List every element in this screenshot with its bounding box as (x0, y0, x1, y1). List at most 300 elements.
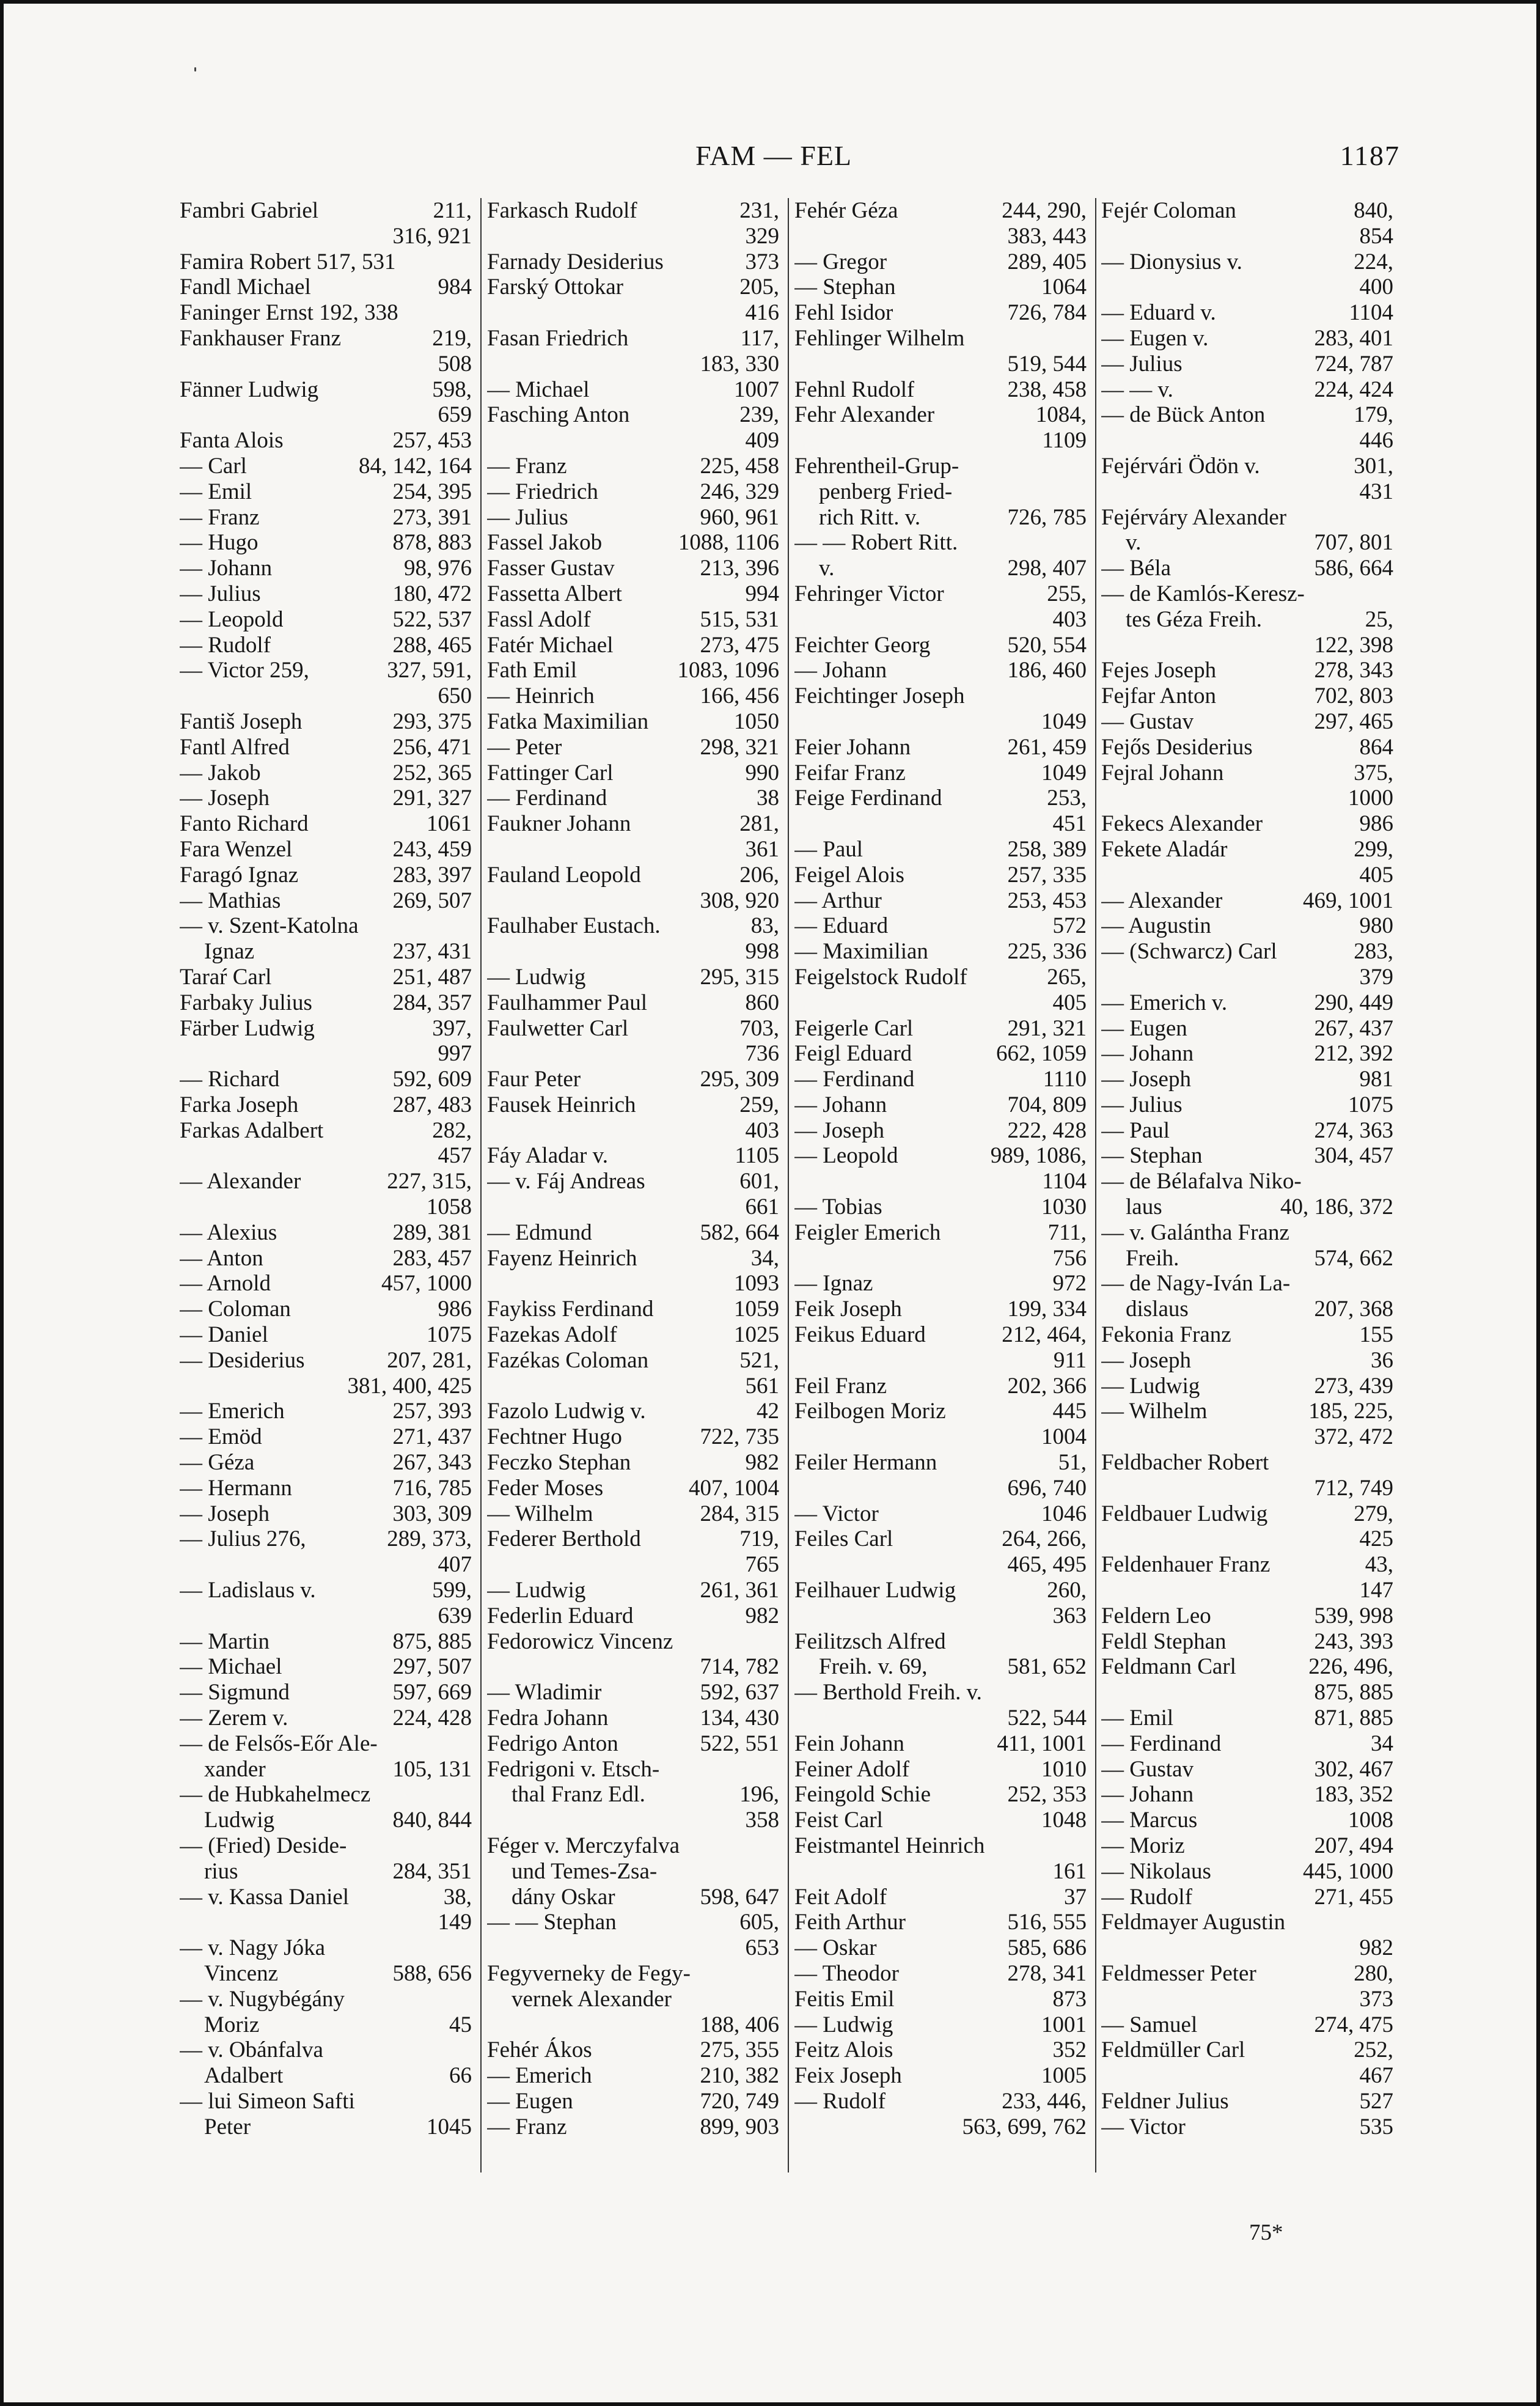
index-entry-line (487, 1348, 779, 1374)
index-entry-line (794, 990, 1087, 1016)
index-entry-line (794, 300, 1087, 326)
index-entry-line (1101, 2063, 1393, 2089)
entry-name: — v. Fáj Andreas (487, 1169, 645, 1194)
entry-name: Fazolo Ludwig v. (487, 1399, 646, 1424)
entry-page-refs: 403 (1052, 606, 1087, 632)
entry-page-refs: 1010 (1041, 1756, 1087, 1782)
index-entry-line (487, 863, 779, 888)
entry-page-refs: 599, (432, 1578, 472, 1603)
entry-name: Fehlinger Wilhelm (794, 325, 965, 351)
entry-name: Famira Robert 517, 531 (180, 249, 396, 274)
entry-name: — Friedrich (487, 479, 598, 504)
index-entry-line (1101, 1374, 1393, 1399)
entry-name: Fattinger Carl (487, 760, 614, 785)
entry-page-refs: 42 (757, 1399, 779, 1424)
entry-page-refs: 283, 397 (392, 862, 472, 888)
index-entry-line (1101, 1987, 1393, 2012)
entry-page-refs: 1008 (1348, 1808, 1393, 1833)
index-entry-line (794, 683, 1087, 709)
entry-name: laus (1126, 1194, 1162, 1220)
index-entry-line (180, 1220, 472, 1246)
index-entry-line (180, 581, 472, 607)
entry-page-refs: 278, 343 (1314, 658, 1393, 683)
entry-name: Feik Joseph (794, 1297, 902, 1322)
entry-name: — Arthur (794, 888, 882, 913)
entry-name: Feit Adolf (794, 1884, 887, 1910)
entry-page-refs: 98, 976 (404, 556, 472, 581)
entry-page-refs: 598, 647 (700, 1884, 779, 1910)
entry-name: Fejős Desiderius (1101, 734, 1253, 760)
index-entry-line (180, 1450, 472, 1476)
entry-page-refs: 696, 740 (1007, 1475, 1087, 1501)
entry-page-refs: 224, 428 (392, 1705, 472, 1731)
index-entry-line (487, 1629, 779, 1655)
index-entry-line (487, 1374, 779, 1399)
entry-page-refs: 282, (432, 1117, 472, 1143)
index-entry-line (1101, 1552, 1393, 1578)
entry-page-refs: 283, 401 (1314, 325, 1393, 351)
entry-page-refs: 765 (745, 1552, 779, 1578)
entry-page-refs: 205, (739, 274, 779, 300)
entry-name: — Leopold (794, 1143, 898, 1169)
entry-page-refs: 244, 290, (1002, 198, 1087, 223)
index-entry-line (794, 1859, 1087, 1885)
entry-page-refs: 259, (739, 1092, 779, 1117)
index-entry-line (487, 300, 779, 326)
entry-page-refs: 981 (1359, 1067, 1393, 1092)
entry-name: Feldner Julius (1101, 2088, 1229, 2114)
index-entry-line (180, 2063, 472, 2089)
index-entry-line (1101, 351, 1393, 377)
entry-page-refs: 299, (1354, 836, 1393, 862)
index-entry-line (1101, 198, 1393, 224)
index-entry-line (180, 556, 472, 581)
entry-name: Fejral Johann (1101, 760, 1224, 785)
index-entry-line (1101, 607, 1393, 633)
entry-page-refs: 1004 (1041, 1424, 1087, 1450)
index-entry-line (487, 1476, 779, 1501)
entry-page-refs: 252, 353 (1007, 1782, 1087, 1808)
entry-name: Fath Emil (487, 658, 577, 683)
entry-name: — — v. (1101, 377, 1173, 402)
index-entry-line (1101, 1348, 1393, 1374)
entry-page-refs: 38 (757, 785, 779, 811)
entry-name: Feldbacher Robert (1101, 1450, 1269, 1476)
entry-page-refs: 287, 483 (392, 1092, 472, 1117)
index-entry-line (1101, 1246, 1393, 1271)
index-entry-line (180, 1808, 472, 1833)
index-entry-line (487, 1016, 779, 1042)
entry-name: — Ferdinand (487, 785, 607, 811)
index-entry-line (1101, 530, 1393, 556)
entry-name: — Gregor (794, 249, 887, 274)
entry-page-refs: 515, 531 (700, 606, 779, 632)
entry-name: — Ladislaus v. (180, 1578, 316, 1603)
index-entry-line (1101, 300, 1393, 326)
entry-page-refs: 405 (1052, 990, 1087, 1015)
index-entry-line (794, 1476, 1087, 1501)
entry-name: Fantiš Joseph (180, 708, 302, 734)
entry-name: — Franz (487, 2114, 567, 2139)
entry-page-refs: 986 (438, 1297, 472, 1322)
entry-page-refs: 265, (1047, 964, 1087, 990)
index-entry-line (1101, 760, 1393, 786)
entry-page-refs: 726, 784 (1007, 300, 1087, 326)
index-entry-line (180, 1961, 472, 1987)
entry-name: — Theodor (794, 1960, 899, 1986)
entry-page-refs: 281, (739, 811, 779, 837)
entry-page-refs: 261, 361 (700, 1578, 779, 1603)
entry-name: — v. Nugybégány (180, 1986, 345, 2012)
entry-page-refs: 586, 664 (1314, 556, 1393, 581)
entry-name: Fehér Géza (794, 198, 898, 223)
index-entry-line (1101, 658, 1393, 683)
index-entry-line (180, 811, 472, 837)
index-entry-line (794, 1399, 1087, 1424)
entry-page-refs: 226, 496, (1308, 1654, 1393, 1680)
entry-page-refs: 582, 664 (700, 1220, 779, 1245)
entry-name: — Béla (1101, 556, 1172, 581)
index-entry-line (180, 300, 472, 326)
entry-page-refs: 225, 336 (1007, 939, 1087, 965)
entry-name: — Géza (180, 1450, 255, 1476)
entry-page-refs: 289, 373, (387, 1526, 472, 1552)
entry-page-refs: 84, 142, 164 (359, 453, 472, 479)
entry-name: Federer Berthold (487, 1526, 641, 1552)
entry-name: — Edmund (487, 1220, 592, 1245)
index-entry-line (794, 1526, 1087, 1552)
index-column-4 (1101, 198, 1393, 2172)
entry-page-refs: 871, 885 (1314, 1705, 1393, 1731)
index-entry-line (487, 274, 779, 300)
index-entry-line (1101, 1705, 1393, 1731)
index-entry-line (1101, 428, 1393, 454)
index-entry-line (794, 1833, 1087, 1859)
entry-page-refs: 252, (1354, 2037, 1393, 2063)
entry-name: — Tobias (794, 1194, 882, 1220)
entry-page-refs: 720, 749 (700, 2088, 779, 2114)
entry-page-refs: 34 (1371, 1731, 1393, 1756)
entry-page-refs: 280, (1354, 1960, 1393, 1986)
entry-page-refs: 207, 281, (387, 1347, 472, 1373)
entry-name: — Alexander (1101, 888, 1223, 913)
entry-page-refs: 134, 430 (700, 1705, 779, 1731)
entry-name: Faulhaber Eustach. (487, 913, 661, 939)
index-entry-line (487, 1424, 779, 1450)
entry-name: Feigelstock Rudolf (794, 964, 967, 990)
index-entry-line (487, 760, 779, 786)
index-entry-line (794, 913, 1087, 939)
index-entry-line (180, 683, 472, 709)
entry-name: Feilhauer Ludwig (794, 1578, 956, 1603)
index-entry-line (794, 530, 1087, 556)
index-entry-line (180, 1501, 472, 1527)
entry-page-refs: 662, 1059 (996, 1041, 1087, 1067)
entry-name: Feistmantel Heinrich (794, 1833, 985, 1858)
entry-page-refs: 1050 (734, 708, 779, 734)
entry-page-refs: 383, 443 (1007, 223, 1087, 249)
entry-page-refs: 994 (745, 581, 779, 606)
entry-name: — Martin (180, 1628, 270, 1654)
index-entry-line (794, 1348, 1087, 1374)
index-entry-line (794, 785, 1087, 811)
entry-name: Féger v. Merczyfalva (487, 1833, 680, 1858)
index-entry-line (180, 1348, 472, 1374)
index-entry-line (487, 837, 779, 863)
entry-page-refs: 873 (1052, 1986, 1087, 2012)
entry-page-refs: 1110 (1043, 1067, 1087, 1092)
entry-page-refs: 539, 998 (1314, 1603, 1393, 1628)
entry-page-refs: 237, 431 (392, 939, 472, 965)
entry-page-refs: 147 (1359, 1578, 1393, 1603)
entry-page-refs: 256, 471 (392, 734, 472, 760)
entry-name: — Franz (487, 453, 567, 479)
entry-name: — (Schwarcz) Carl (1101, 939, 1277, 965)
entry-page-refs: 304, 457 (1314, 1143, 1393, 1169)
index-entry-line (487, 1450, 779, 1476)
entry-page-refs: 1030 (1041, 1194, 1087, 1220)
entry-name: Feldmüller Carl (1101, 2037, 1245, 2063)
entry-page-refs: 257, 335 (1007, 862, 1087, 888)
entry-name: Fambri Gabriel (180, 198, 319, 223)
entry-page-refs: 875, 885 (1314, 1680, 1393, 1705)
index-entry-line (794, 863, 1087, 888)
index-entry-line (794, 1987, 1087, 2012)
entry-name: rich Ritt. v. (819, 504, 921, 530)
index-entry-line (794, 1194, 1087, 1220)
entry-page-refs: 373 (1359, 1986, 1393, 2012)
entry-page-refs: 960, 961 (700, 504, 779, 530)
entry-name: — Heinrich (487, 683, 595, 709)
entry-page-refs: 411, 1001 (997, 1731, 1087, 1756)
entry-name: Fedorowicz Vincenz (487, 1628, 673, 1654)
entry-name: Fausek Heinrich (487, 1092, 636, 1117)
entry-name: — Franz (180, 504, 260, 530)
entry-name: Fechtner Hugo (487, 1424, 622, 1450)
entry-page-refs: 183, 352 (1314, 1782, 1393, 1808)
index-entry-line (794, 1654, 1087, 1680)
entry-name: Feiler Hermann (794, 1450, 937, 1476)
index-entry-line (487, 1118, 779, 1144)
entry-page-refs: 588, 656 (392, 1960, 472, 1986)
index-entry-line (180, 249, 472, 275)
entry-page-refs: 1046 (1041, 1501, 1087, 1526)
index-entry-line (487, 939, 779, 965)
entry-page-refs: 224, 424 (1314, 377, 1393, 402)
index-entry-line (1101, 479, 1393, 505)
index-column-3 (794, 198, 1087, 2172)
entry-page-refs: 467 (1359, 2063, 1393, 2089)
entry-page-refs: 1075 (1348, 1092, 1393, 1117)
index-columns (180, 198, 1397, 2172)
entry-page-refs: 508 (438, 351, 472, 377)
index-entry-line (180, 1424, 472, 1450)
entry-name: Feldmann Carl (1101, 1654, 1236, 1680)
index-entry-line (180, 530, 472, 556)
entry-page-refs: 875, 885 (392, 1628, 472, 1654)
scan-speck (194, 67, 196, 72)
entry-page-refs: 379 (1359, 964, 1393, 990)
entry-page-refs: 519, 544 (1007, 351, 1087, 377)
index-entry-line (487, 990, 779, 1016)
index-entry-line (180, 1194, 472, 1220)
entry-name: Feingold Schie (794, 1782, 931, 1808)
index-entry-line (180, 1322, 472, 1348)
index-entry-line (180, 428, 472, 454)
index-entry-line (180, 1680, 472, 1705)
index-entry-line (180, 1271, 472, 1297)
index-entry-line (487, 1603, 779, 1629)
entry-name: Fasan Friedrich (487, 325, 629, 351)
index-entry-line (794, 1578, 1087, 1603)
entry-page-refs: 83, (750, 913, 779, 939)
entry-name: Feitis Emil (794, 1986, 895, 2012)
entry-page-refs: 1059 (734, 1297, 779, 1322)
entry-page-refs: 445, 1000 (1303, 1858, 1393, 1884)
index-entry-line (180, 658, 472, 683)
entry-page-refs: 1105 (735, 1143, 779, 1169)
index-entry-line (794, 1705, 1087, 1731)
entry-page-refs: 211, (433, 198, 472, 223)
entry-page-refs: 431 (1359, 479, 1393, 504)
entry-name: Fayenz Heinrich (487, 1245, 637, 1271)
entry-name: Feigel Alois (794, 862, 904, 888)
index-entry-line (1101, 1322, 1393, 1348)
entry-name: — Julius (1101, 1092, 1182, 1117)
index-entry-line (794, 1297, 1087, 1322)
entry-name: — Peter (487, 734, 562, 760)
index-entry-line (487, 633, 779, 658)
entry-page-refs: 878, 883 (392, 530, 472, 556)
index-entry-line (487, 811, 779, 837)
signature-mark: 75* (1249, 2220, 1283, 2245)
index-entry-line (794, 1629, 1087, 1655)
entry-page-refs: 911 (1053, 1347, 1087, 1373)
entry-name: Fassl Adolf (487, 606, 591, 632)
entry-page-refs: 659 (438, 402, 472, 428)
entry-page-refs: 980 (1359, 913, 1393, 939)
index-entry-line (180, 1833, 472, 1859)
index-entry-line (1101, 1067, 1393, 1092)
index-entry-line (180, 1118, 472, 1144)
index-entry-line (1101, 1782, 1393, 1808)
index-entry-line (487, 326, 779, 351)
entry-name: — Daniel (180, 1322, 268, 1348)
entry-name: — Johann (1101, 1041, 1194, 1067)
index-entry-line (1101, 1041, 1393, 1067)
entry-name: Feiles Carl (794, 1526, 893, 1552)
entry-page-refs: 381, 400, 425 (347, 1373, 472, 1399)
entry-name: Fassel Jakob (487, 530, 603, 556)
index-entry-line (794, 505, 1087, 531)
entry-page-refs: 358 (745, 1808, 779, 1833)
entry-page-refs: 238, 458 (1007, 377, 1087, 402)
index-entry-line (794, 1118, 1087, 1144)
entry-page-refs: 653 (745, 1935, 779, 1961)
entry-page-refs: 260, (1047, 1578, 1087, 1603)
entry-name: Farkasch Rudolf (487, 198, 637, 223)
entry-name: — Joseph (180, 785, 270, 811)
entry-page-refs: 298, 407 (1007, 556, 1087, 581)
entry-page-refs: 155 (1359, 1322, 1393, 1348)
entry-page-refs: 409 (745, 428, 779, 454)
entry-name: Fehr Alexander (794, 402, 935, 428)
index-entry-line (1101, 1271, 1393, 1297)
entry-page-refs: 998 (745, 939, 779, 965)
index-entry-line (180, 402, 472, 428)
index-entry-line (1101, 1143, 1393, 1169)
index-entry-line (1101, 785, 1393, 811)
entry-page-refs: 361 (745, 836, 779, 862)
entry-page-refs: 986 (1359, 811, 1393, 837)
index-column-1 (180, 198, 472, 2172)
entry-page-refs: 283, 457 (392, 1245, 472, 1271)
entry-page-refs: 308, 920 (700, 888, 779, 913)
index-entry-line (180, 1297, 472, 1322)
entry-name: Farka Joseph (180, 1092, 299, 1117)
entry-page-refs: 212, 464, (1002, 1322, 1087, 1348)
entry-page-refs: 756 (1052, 1245, 1087, 1271)
entry-page-refs: 66 (449, 2063, 472, 2089)
entry-page-refs: 166, 456 (700, 683, 779, 709)
entry-name: — Johann (794, 1092, 887, 1117)
index-entry-line (487, 1041, 779, 1067)
index-entry-line (1101, 811, 1393, 837)
entry-page-refs: 650 (438, 683, 472, 709)
entry-name: — Victor (1101, 2114, 1186, 2139)
entry-name: Fejérváry Alexander (1101, 504, 1287, 530)
index-entry-line (1101, 377, 1393, 403)
entry-page-refs: 161 (1052, 1858, 1087, 1884)
entry-page-refs: 736 (745, 1041, 779, 1067)
entry-page-refs: 598, (432, 377, 472, 402)
entry-page-refs: 407 (438, 1552, 472, 1578)
entry-page-refs: 425 (1359, 1526, 1393, 1552)
entry-name: — v. Kassa Daniel (180, 1884, 350, 1910)
entry-name: — Emil (180, 479, 252, 504)
entry-name: — Paul (1101, 1117, 1170, 1143)
entry-page-refs: 1075 (427, 1322, 472, 1348)
entry-name: — Ludwig (794, 2012, 893, 2037)
index-entry-line (180, 377, 472, 403)
entry-page-refs: 982 (1359, 1935, 1393, 1961)
entry-name: Feier Johann (794, 734, 911, 760)
entry-name: Fegyverneky de Fegy- (487, 1960, 691, 1986)
entry-name: Feitz Alois (794, 2037, 893, 2063)
entry-page-refs: 253, (1047, 785, 1087, 811)
entry-name: thal Franz Edl. (512, 1782, 645, 1808)
index-entry-line (487, 351, 779, 377)
entry-name: Fasser Gustav (487, 556, 615, 581)
entry-page-refs: 445 (1052, 1399, 1087, 1424)
index-entry-line (487, 2037, 779, 2063)
entry-page-refs: 301, (1354, 453, 1393, 479)
entry-name: — Julius 276, (180, 1526, 306, 1552)
entry-page-refs: 233, 446, (1002, 2088, 1087, 2114)
entry-name: — Ludwig (1101, 1373, 1200, 1399)
entry-page-refs: 1048 (1041, 1808, 1087, 1833)
entry-name: — Victor 259, (180, 658, 309, 683)
index-entry-line (487, 1987, 779, 2012)
index-entry-line (1101, 556, 1393, 581)
entry-page-refs: 231, (739, 198, 779, 223)
entry-page-refs: 206, (739, 862, 779, 888)
entry-name: Taraŕ Carl (180, 964, 272, 990)
entry-name: — Marcus (1101, 1808, 1198, 1833)
entry-name: Fatka Maximilian (487, 708, 649, 734)
index-entry-line (487, 1526, 779, 1552)
entry-name: — Zerem v. (180, 1705, 288, 1731)
